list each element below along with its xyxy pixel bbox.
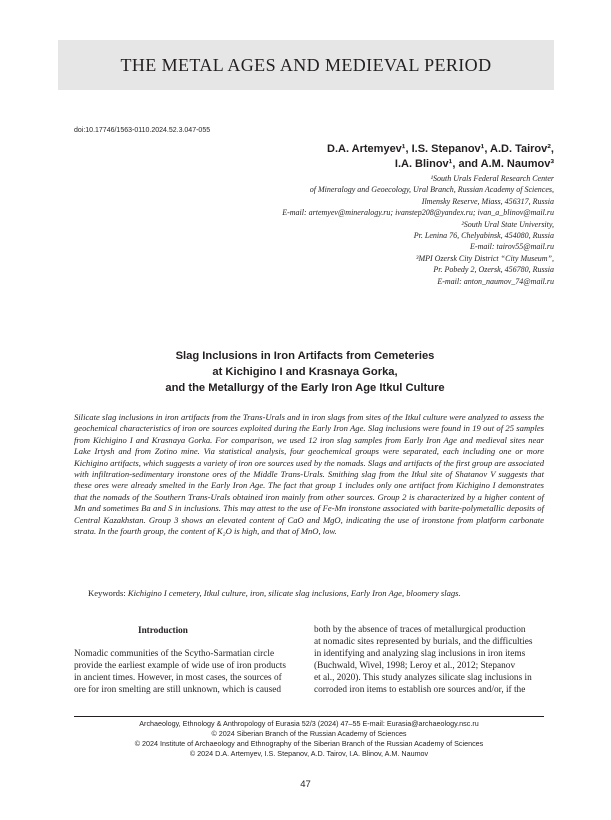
affiliation-line: ³MPI Ozersk City District “City Museum”, — [416, 253, 554, 263]
title-line: Slag Inclusions in Iron Artifacts from Cemeteries — [175, 350, 435, 362]
affiliation-line: ²South Ural State University, — [461, 219, 554, 229]
affiliation-line: Ilmensky Reserve, Miass, 456317, Russia — [421, 196, 554, 206]
footer-journal-line: Archaeology, Ethnology & Anthropology of Eurasia 52/3 (2024) 47–55 E-mail: Eurasia@archaeology.nsc.ru — [139, 719, 479, 728]
body-line: corroded iron items to establish ore sources and/or, if the — [314, 684, 526, 695]
author-line: D.A. Artemyev¹, I.S. Stepanov¹, A.D. Tairov², — [327, 143, 554, 155]
affiliation-line: Pr. Lenina 76, Chelyabinsk, 454080, Russia — [413, 231, 554, 241]
title-line: at Kichigino I and Krasnaya Gorka, — [212, 366, 398, 378]
introduction-heading: Introduction — [138, 625, 188, 635]
affiliation-email[interactable]: E-mail: artemyev@mineralogy.ru; ivanstep208@yandex.ru; ivan_a_blinov@mail.ru — [282, 208, 554, 218]
body-column-right — [314, 625, 546, 696]
footer-copyright-line: © 2024 D.A. Artemyev, I.S. Stepanov, A.D. Tairov, I.A. Blinov, A.M. Naumov — [189, 749, 429, 758]
footer — [74, 719, 544, 759]
affiliation-line: ¹South Urals Federal Research Center — [430, 174, 554, 183]
section-title: THE METAL AGES AND MEDIEVAL PERIOD — [120, 54, 492, 75]
abstract: Silicate slag inclusions in iron artifacts from the Trans-Urals and in iron slags from sites of the Itkul culture were analyzed to assess the geochemical characteristics of iron ore sources exploited during the Early Iron Age. Slag inclusions were found in 19 out of 25 samples from Kichigino I and Krasnaya Gorka. For comparison, we used 12 iron slag samples from Early Iron Age and medieval sites near Lake Irtysh and from Zotino mine. Via statistical analysis, four geochemical groups were separated, each including one or more Kichigino artifacts, which suggests a variety of iron ore sources used by the nomads. Slags and artifacts of the first group are associated with infiltration-sedimentary ironstone ores of the Middle Trans-Urals. Smithing slag from the Itkul site of Shatanov V suggests that these ores were already smelted in the Early Iron Age. The fact that group 1 includes only one artifact from Kichigino I demonstrates that the nomads of the Southern Trans-Urals obtained iron mainly from other sources. Group 2 is characterized by a higher content of Mn and sometimes Ba and S in inclusions. This may attest to the use of Fe-Mn ironstone associated with barite-polymetallic deposits of Central Kazakhstan. Group 3 shows an elevated content of CaO and MgO, indicating the use of ironstone from platform carbonate strata. In the fourth group, the content of K₂O is high, and that of MnO, low. — [74, 412, 544, 537]
footer-divider — [74, 716, 544, 717]
affiliation-email[interactable]: E-mail: anton_naumov_74@mail.ru — [437, 276, 554, 286]
body-line: ore for iron smelting are still unknown, which is caused — [74, 684, 282, 695]
affiliation-email[interactable]: E-mail: tairov55@mail.ru — [470, 242, 554, 252]
footer-copyright-line: © 2024 Institute of Archaeology and Ethnography of the Siberian Branch of the Russian Academy of Sciences — [134, 739, 484, 748]
author-line: I.A. Blinov¹, and A.M. Naumov³ — [394, 158, 554, 170]
footer-copyright-line: © 2024 Siberian Branch of the Russian Academy of Sciences — [211, 729, 407, 738]
author-list — [224, 142, 554, 172]
body-line: both by the absence of traces of metallurgical production — [314, 625, 526, 635]
body-line: in ancient times. However, in most cases, the sources of — [74, 672, 282, 683]
affiliations — [114, 173, 554, 287]
keywords-value: Kichigino I cemetery, Itkul culture, iron, silicate slag inclusions, Early Iron Age, bloomery slags. — [127, 588, 461, 598]
keywords-label: Keywords: — [88, 588, 126, 598]
affiliation-line: Pr. Pobedy 2, Ozersk, 456780, Russia — [433, 265, 554, 275]
body-line: provide the earliest example of wide use of iron products — [74, 660, 286, 671]
title-line: and the Metallurgy of the Early Iron Age Itkul Culture — [165, 382, 445, 394]
page-number: 47 — [300, 779, 311, 790]
doi-link[interactable]: doi:10.17746/1563-0110.2024.52.3.047-055 — [74, 127, 211, 134]
body-line: et al., 2020). This study analyzes silicate slag inclusions in — [314, 672, 532, 683]
affiliation-line: of Mineralogy and Geoecology, Ural Branch, Russian Academy of Sciences, — [309, 185, 554, 195]
body-line: Nomadic communities of the Scytho-Sarmatian circle — [74, 649, 275, 659]
body-line: at nomadic sites represented by burials, and the difficulties — [314, 636, 533, 647]
section-banner — [58, 40, 554, 90]
body-line: (Buchwald, Wivel, 1998; Leroy et al., 2012; Stepanov — [314, 660, 516, 671]
body-column-left — [74, 649, 304, 697]
paper-title — [70, 348, 540, 396]
keywords — [88, 588, 544, 599]
body-line: in identifying and analyzing slag inclusions in iron items — [314, 648, 526, 659]
